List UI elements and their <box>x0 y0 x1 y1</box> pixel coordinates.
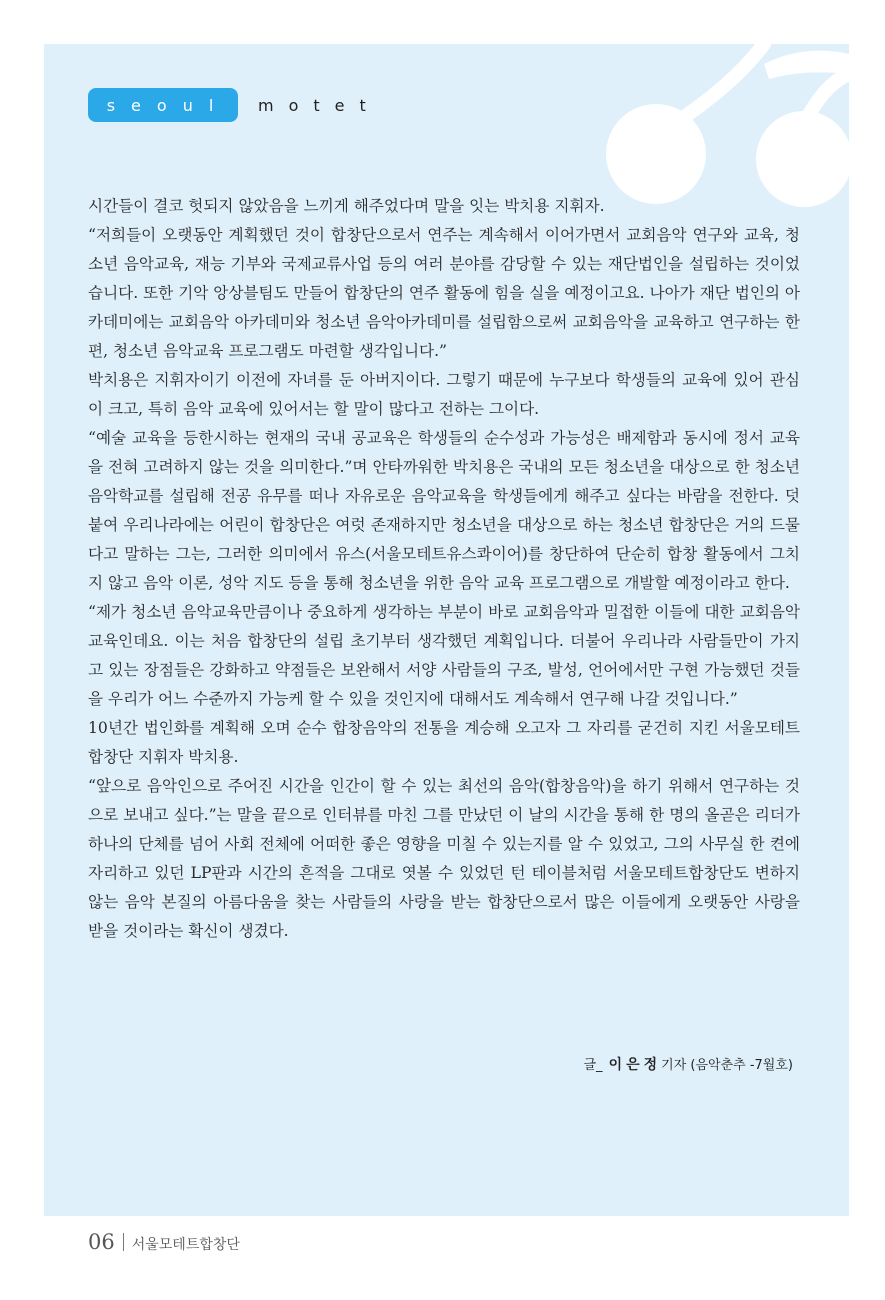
section-subtitle: motet <box>258 95 381 115</box>
author-role: 기자 <box>661 1058 687 1073</box>
article-paragraph: “예술 교육을 등한시하는 현재의 국내 공교육은 학생들의 순수성과 가능성은 배제함과 동시에 정서 교육을 전혀 고려하지 않는 것을 의미한다.”며 안타까워한 박치용은 국내의 모든 청소년을 대상으로 한 청소년 음악학교를 설립해 전공 유무를 떠나 자유로운 음악교육을 학생들에게 해주고 싶다는 바람을 전한다. 덧붙여 우리나라에는 어린이 합창단은 여럿 존재하지만 청소년을 대상으로 하는 청소년 합창단은 거의 드물다고 말하는 그는, 그러한 의미에서 유스(서울모테트유스콰이어)를 창단하여 단순히 합창 활동에서 그치지 않고 음악 이론, 성악 지도 등을 통해 청소년을 위한 음악 교육 프로그램으로 개발할 예정이라고 한다. <box>88 429 800 592</box>
article-paragraph: “앞으로 음악인으로 주어진 시간을 인간이 할 수 있는 최선의 음악(합창음악)을 하기 위해서 연구하는 것으로 보내고 싶다.”는 말을 끝으로 인터뷰를 마친 그를 만났던 이 날의 시간을 통해 한 명의 올곧은 리더가 하나의 단체를 넘어 사회 전체에 어떠한 좋은 영향을 미칠 수 있는지를 알 수 있었고, 그의 사무실 한 켠에 자리하고 있던 LP판과 시간의 흔적을 그대로 엿볼 수 있었던 턴 테이블처럼 서울모테트합창단도 변하지 않는 음악 본질의 아름다움을 찾는 사람들의 사랑을 받는 합창단으로서 많은 이들에게 오랫동안 사랑을 받을 것이라는 확신이 생겼다. <box>88 777 800 940</box>
article-paragraph: 10년간 법인화를 계획해 오며 순수 합창음악의 전통을 계승해 오고자 그 자리를 굳건히 지킨 서울모테트합창단 지휘자 박치용. <box>88 719 800 766</box>
article-paragraph: “제가 청소년 음악교육만큼이나 중요하게 생각하는 부분이 바로 교회음악과 밀접한 이들에 대한 교회음악 교육인데요. 이는 처음 합창단의 설립 초기부터 생각했던 계획입니다. 더불어 우리나라 사람들만이 가지고 있는 장점들은 강화하고 약점들은 보완해서 서양 사람들의 구조, 발성, 언어에서만 구현 가능했던 것들을 우리가 어느 수준까지 가능케 할 수 있을 것인지에 대해서도 계속해서 연구해 나갈 것입니다.” <box>88 603 800 708</box>
article-body <box>88 192 800 946</box>
byline-prefix: 글_ <box>583 1058 603 1073</box>
article-paragraph: 시간들이 결코 헛되지 않았음을 느끼게 해주었다며 말을 잇는 박치용 지휘자. <box>88 197 605 215</box>
author-name: 이은정 <box>608 1057 662 1073</box>
section-header <box>88 88 381 122</box>
article-paragraph: “저희들이 오랫동안 계획했던 것이 합창단으로서 연주는 계속해서 이어가면서 교회음악 연구와 교육, 청소년 음악교육, 재능 기부와 국제교류사업 등의 여러 분야를 감당할 수 있는 재단법인을 설립하는 것이었습니다. 또한 기악 앙상블팀도 만들어 합창단의 연주 활동에 힘을 실을 예정이고요. 나아가 재단 법인의 아카데미에는 교회음악 아카데미와 청소년 음악아카데미를 설립함으로써 교회음악을 교육하고 연구하는 한편, 청소년 음악교육 프로그램도 마련할 생각입니다.” <box>88 226 800 360</box>
page-footer <box>88 1230 240 1254</box>
page-number: 06 <box>88 1230 115 1254</box>
footer-title: 서울모테트합창단 <box>131 1237 240 1253</box>
byline-source: (음악춘추 -7월호) <box>690 1058 793 1073</box>
section-tag: seoul <box>88 88 238 122</box>
footer-divider <box>123 1233 124 1251</box>
article-paragraph: 박치용은 지휘자이기 이전에 자녀를 둔 아버지이다. 그렇기 때문에 누구보다 학생들의 교육에 있어 관심이 크고, 특히 음악 교육에 있어서는 할 말이 많다고 전하는 그이다. <box>88 371 800 418</box>
byline <box>584 1054 794 1074</box>
